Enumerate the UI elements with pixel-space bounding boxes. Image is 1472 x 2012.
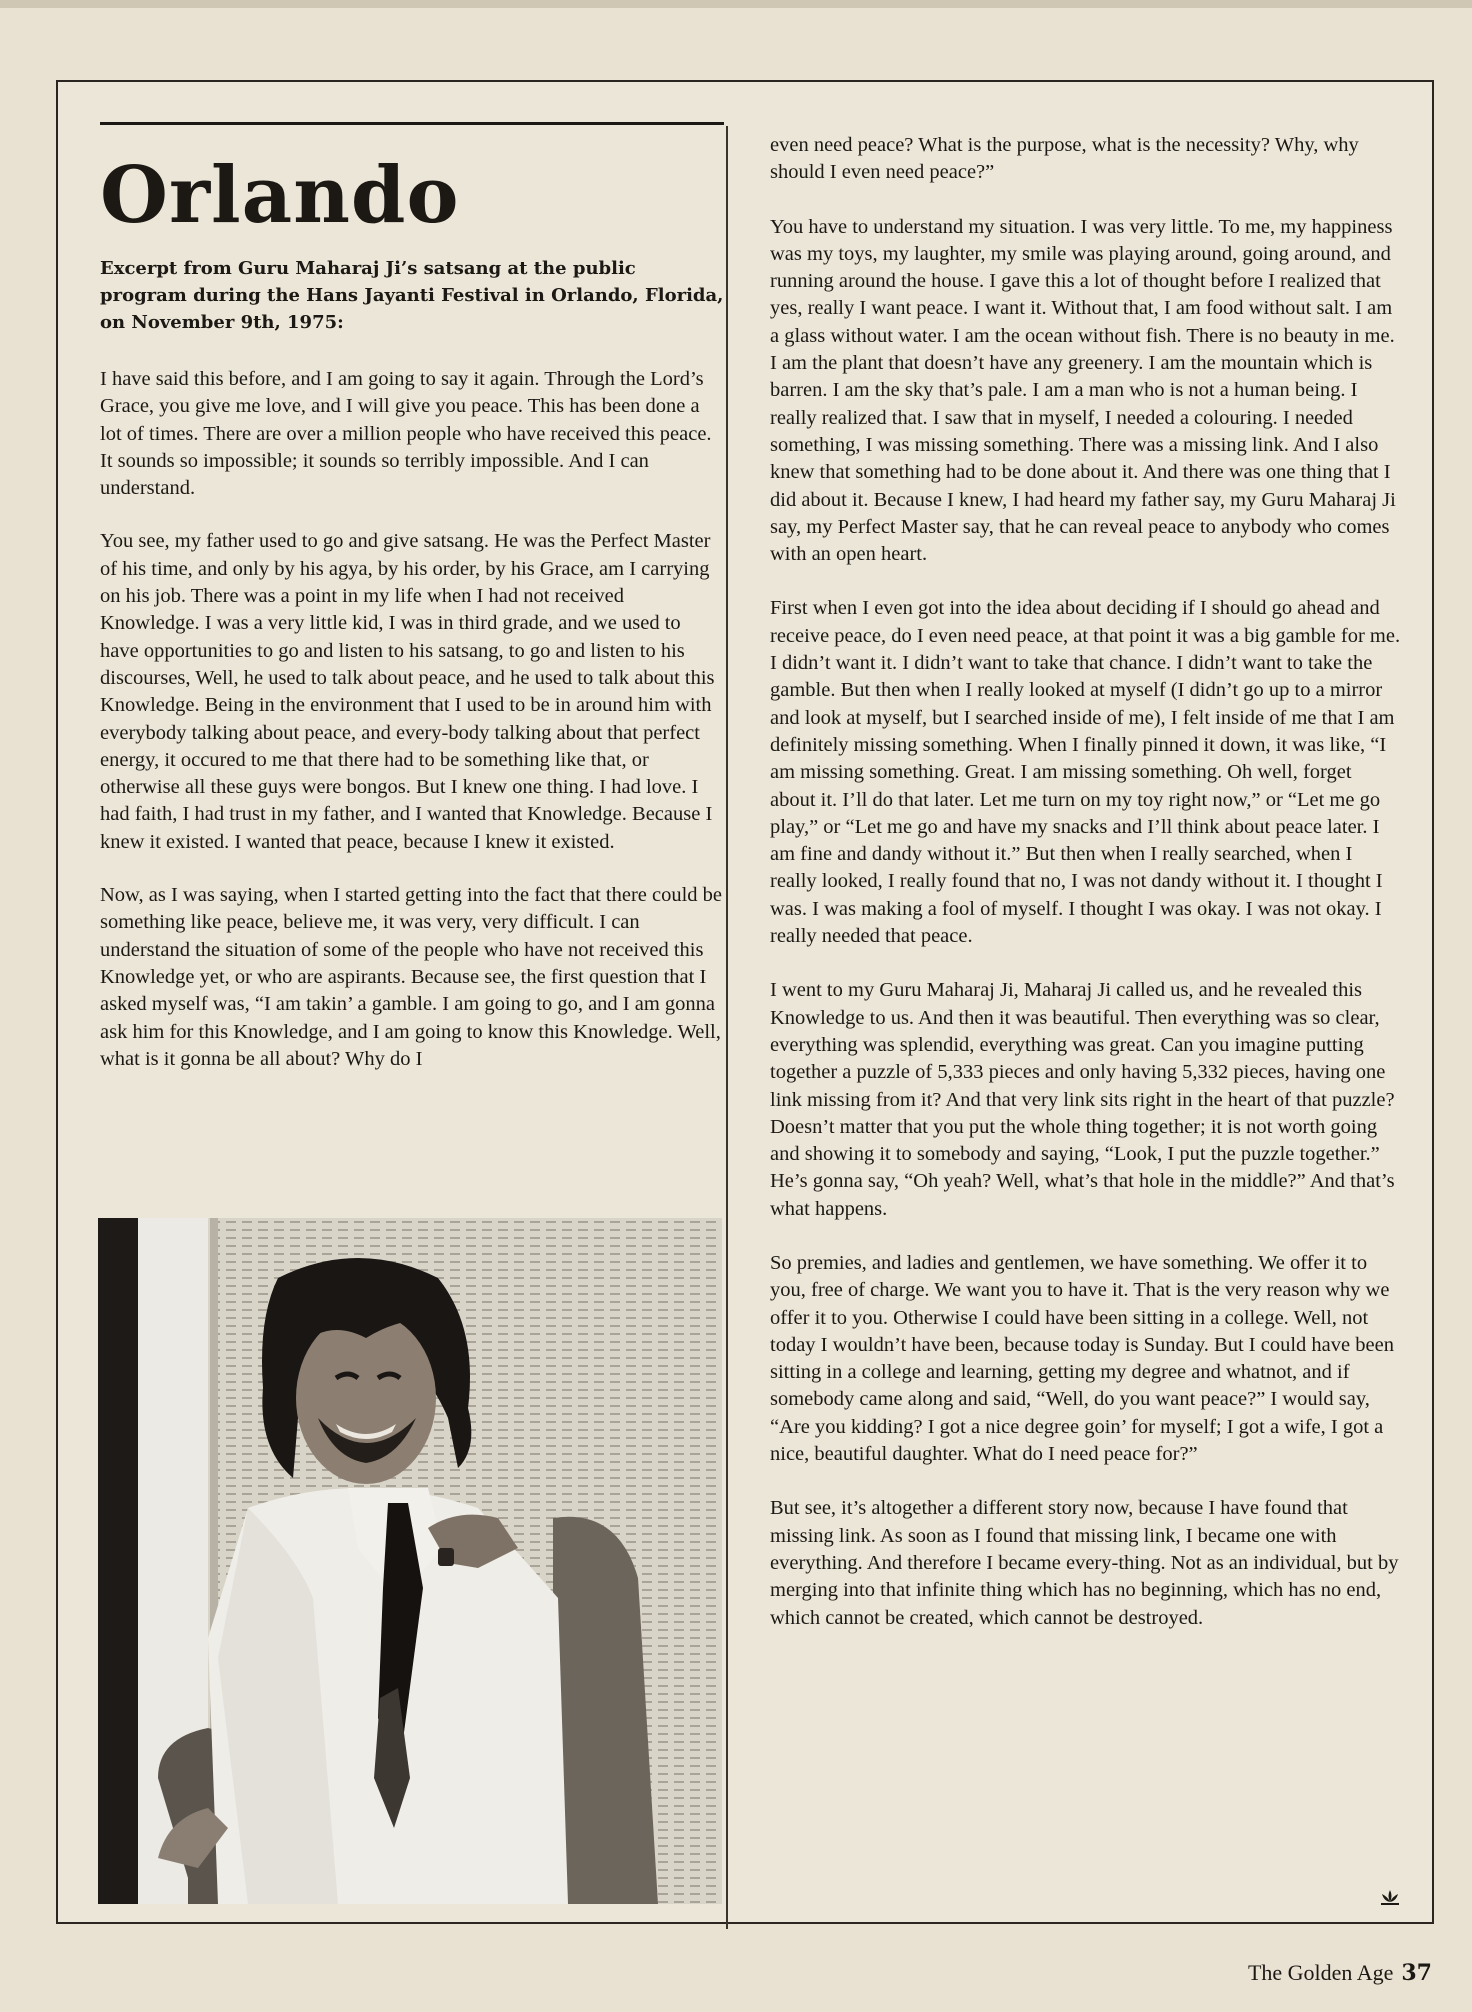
portrait-photo (98, 1218, 722, 1904)
right-paragraph-4: I went to my Guru Maharaj Ji, Maharaj Ji called us, and he revealed this Knowledge to us. And then it was beautiful. Then everything was so clear, everything was splendid, everything was great. Can you imagine putting together a puzzle of 5,333 pieces and only having 5,332 pieces, having one link missing from it? And that very link sits right in the heart of that puzzle? Doesn’t matter that you put the whole thing together; it is not worth going and showing it to somebody and saying, “Look, I put the puzzle together.” He’s gonna say, “Oh yeah? Well, what’s that hole in the middle?” And that’s what happens. (770, 979, 1395, 1220)
column-divider (726, 126, 728, 1929)
page-footer (1248, 1960, 1432, 1986)
publication-name: The Golden Age (1247, 1960, 1394, 1985)
page-number: 37 (1401, 1960, 1432, 1986)
right-paragraph-6: But see, it’s altogether a different story now, because I have found that missing link. As soon as I found that missing link, I became one with everything. And therefore I became every-thing. Not as an individual, but by merging into that infinite thing which has no beginning, which has no end, which cannot be created, which cannot be destroyed. (770, 1497, 1399, 1629)
right-column (770, 132, 1402, 1659)
right-paragraph-1: even need peace? What is the purpose, what is the necessity? Why, why should I even need peace?” (770, 134, 1359, 184)
left-paragraph-1: I have said this before, and I am going to say it again. Through the Lord’s Grace, you give me love, and I will give you peace. This has been done a lot of times. There are over a million people who have received this peace. It sounds so impossible; it sounds so terribly impossible. And I can understand. (100, 368, 712, 500)
article-title: Orlando (100, 150, 460, 241)
title-rule (100, 122, 724, 125)
left-column (100, 122, 724, 1099)
right-paragraph-3: First when I even got into the idea about deciding if I should go ahead and receive peace, do I even need peace, at that point it was a big gamble for me. I didn’t want it. I didn’t want to take that chance. I didn’t want to take the gamble. But then when I really looked at myself (I didn’t go up to a mirror and look at myself, but I searched inside of me), I felt inside of me that I am definitely missing something. When I finally pinned it down, it was like, “I am missing something. Great. I am missing something. Oh well, forget about it. I’ll do that later. Let me turn on my toy right now,” or “Let me go play,” or “Let me go and have my snacks and I’ll think about peace later. I am fine and dandy without it.” But then when I really searched, when I really looked, I really found that no, I was not dandy without it. I thought I was. I was making a fool of myself. I thought I was okay. I was not okay. I really needed that peace. (770, 597, 1401, 948)
right-paragraph-5: So premies, and ladies and gentlemen, we have something. We offer it to you, free of charge. We want you to have it. That is the very reason why we offer it to you. Otherwise I could have been sitting in a college. Well, not today I wouldn’t have been, because today is Sunday. But I could have been sitting in a college and learning, getting my degree and whatnot, and if somebody came along and said, “Well, do you want peace?” I would say, “Are you kidding? I got a nice degree goin’ for myself; I got a wife, I got a nice, beautiful daughter. What do I need peace for?” (770, 1251, 1394, 1466)
left-paragraph-3: Now, as I was saying, when I started getting into the fact that there could be something like peace, believe me, it was very, very difficult. I can understand the situation of some of the people who have not received this Knowledge yet, or who are aspirants. Because see, the first question that I asked myself was, “I am takin’ a gamble. I am going to go, and I am gonna ask him for this Knowledge, and I am going to know this Knowledge. Well, what is it gonna be all about? Why do I (100, 884, 723, 1070)
scan-edge (0, 0, 1472, 8)
lotus-icon (1378, 1888, 1402, 1906)
right-paragraph-2: You have to understand my situation. I was very little. To me, my happiness was my toys, my laughter, my smile was playing around, going around, and running around the house. I gave this a lot of thought before I realized that yes, really I want peace. I want it. Without that, I am food without salt. I am a glass without water. I am the ocean without fish. There is no beauty in me. I am the plant that doesn’t have any greenery. I am the mountain which is barren. I am the sky that’s pale. I am a man who is not a human being. I really realized that. I saw that in myself, I needed a colouring. I needed something, I was missing something. There was a missing link. And I also knew that something had to be done about it. And there was one thing that I did about it. Because I knew, I had heard my father say, my Guru Maharaj Ji say, my Perfect Master say, that he can reveal peace to anybody who comes with an open heart. (770, 215, 1396, 566)
left-paragraph-2: You see, my father used to go and give satsang. He was the Perfect Master of his time, and only by his agya, by his order, by his Grace, am I carrying on his job. There was a point in my life when I had not received Knowledge. I was a very little kid, I was in third grade, and we used to have opportunities to go and listen to his satsang, to go and listen to his discourses, Well, he used to talk about peace, and he used to talk about this Knowledge. Being in the environment that I used to be in around him with everybody talking about peace, and every-body talking about that perfect energy, it occured to me that there had to be something like that, or otherwise all these guys were bongos. But I knew one thing. I had love. I had faith, I had trust in my father, and I wanted that Knowledge. Because I knew it existed. I wanted that peace, because I knew it existed. (100, 530, 715, 853)
portrait-photo-illustration (98, 1218, 722, 1904)
article-intro: Excerpt from Guru Maharaj Ji’s satsang at the public program during the Hans Jayanti Festival in Orlando, Florida, on November 9th, 1975: (100, 258, 724, 333)
